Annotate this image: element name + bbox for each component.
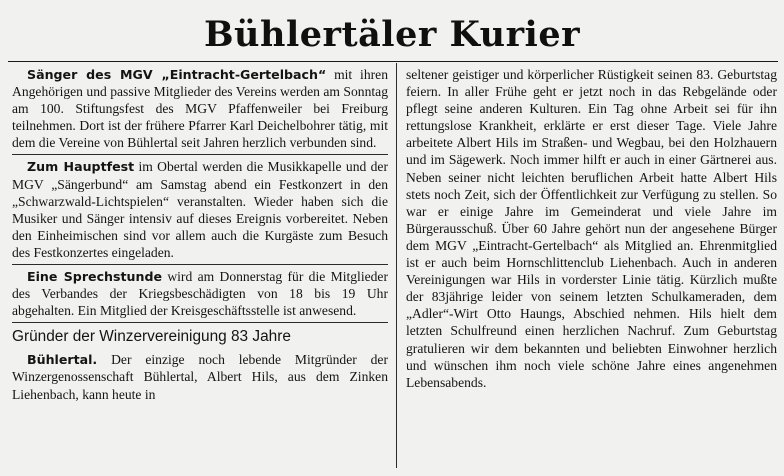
article-body: im Obertal werden die Musikkapelle und der MGV „Sängerbund“ am Samstag abend ein Festkonzert in den „Schwarzwald-Lichtspielen“ veranstalten. Wieder haben sich die Musiker und Sänger intensiv auf dieses Ereignis vorbereitet. Neben den Einheimischen sind vor allem auch die Kurgäste zum Besuch des Festkonzertes eingeladen. (12, 159, 388, 260)
article-separator (12, 264, 388, 265)
article-lead: Eine Sprechstunde (27, 269, 163, 285)
feature-start (12, 351, 388, 402)
article-saenger (12, 66, 388, 151)
feature-body-left: Der einzige noch lebende Mitgründer der Winzergenossenschaft Bühlertal, Albert Hils, aus dem Zinken Liehenbach, kann heute in (12, 352, 388, 402)
article-hauptfest (12, 158, 388, 261)
feature-body-right: seltener geistiger und körperlicher Rüstigkeit seinen 83. Geburtstag feiern. In aller Frühe geht er jetzt noch in das Rebgelände oder pflegt seine anderen Kulturen. Ein Tag ohne Arbeit sei für ihn rettungslose Krankheit, erklärte er erst dieser Tage. Viele Jahre arbeitete Albert Hils im Straßen- und Wegbau, bei den Holzhauern und im Sägewerk. Noch immer hilft er auch in einer Gärtnerei aus. Neben seiner nicht leichten beruflichen Arbeit hatte Albert Hils stets noch Zeit, sich der Öffentlichkeit zur Verfügung zu stellen. So war er einige Jahre im Gemeinderat und viele Jahre im Bürgerausschuß. Über 60 Jahre gehört nun der angesehene Bürger dem MGV „Eintracht-Gertelbach“ als Mitglied an. Ehrenmitglied ist er auch beim Hornschlittenclub Liehenbach. Auch in anderen Vereinigungen war Hils in vorderster Linie tätig. Kürzlich mußte der 83jährige leider von seinem letzten Schulkameraden, dem „Adler“-Wirt Otto Haungs, Abschied nehmen. Hils hielt dem letzten Schulfreund einen herzlichen Nachruf. Zum Geburtstag gratulieren wir dem bekannten und beliebten Einwohner herzlich und wünschen ihm noch viele schöne Jahre eines angenehmen Lebensabends. (406, 67, 777, 390)
column-divider (396, 63, 397, 468)
left-column (12, 66, 388, 403)
article-sprechstunde (12, 268, 388, 319)
article-separator (12, 154, 388, 155)
top-rule (8, 61, 778, 62)
right-column (406, 66, 777, 391)
feature-lead: Bühlertal. (27, 352, 98, 368)
article-lead: Sänger des MGV „Eintracht-Gertelbach“ (27, 67, 327, 82)
newspaper-title: Bühlertäler Kurier (203, 14, 581, 55)
article-body: wird am Donnerstag für die Mitglieder des Verbandes der Kriegsbeschädigten von 18 bis 19 Uhr abgehalten. Ein Mitglied der Kreisgeschäftsstelle ist anwesend. (12, 269, 388, 319)
article-lead: Zum Hauptfest (27, 159, 135, 175)
article-body: mit ihren Angehörigen und passive Mitglieder des Vereins werden am Sonntag am 100. Stiftungsfest des MGV Pfaffenweiler bei Freiburg teilnehmen. Dort ist der frühere Pfarrer Karl Deichelbohrer tätig, mit dem die Vereine von Bühlertal seit Jahren herzlich verbunden sind. (12, 67, 388, 151)
feature-headline: Gründer der Winzervereinigung 83 Jahre (12, 328, 291, 346)
article-separator (12, 322, 388, 323)
feature-continued (406, 66, 777, 391)
